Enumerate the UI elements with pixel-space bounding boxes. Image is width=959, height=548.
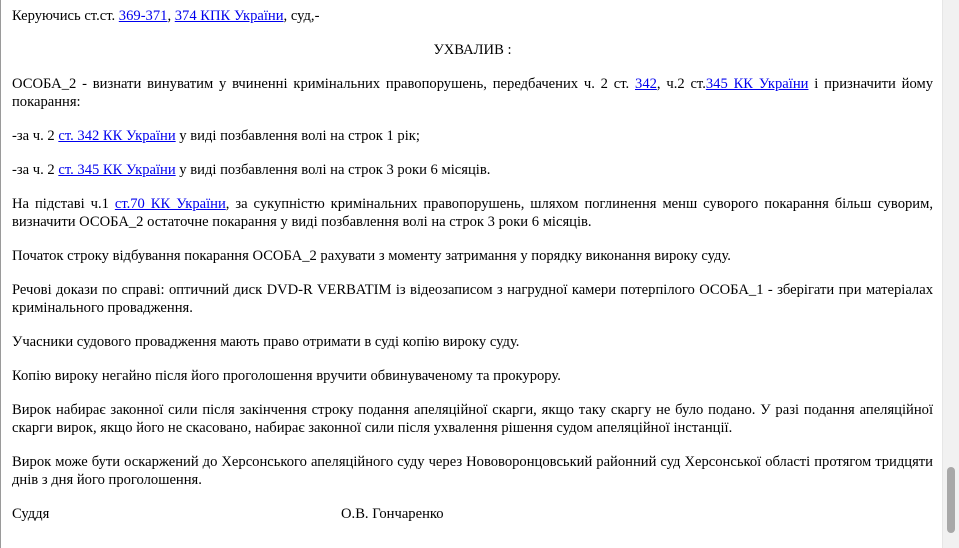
paragraph-legal-force: Вирок набирає законної сили після закінчення строку подання апеляційної скарги, якщо таку скаргу не було подано. У разі подання апеляційної скарги вирок, якщо його не скасовано, набирає законної сили після ухвалення рішення судом апеляційної інстанції. [12, 402, 933, 436]
paragraph-sentence-345 [12, 161, 933, 179]
paragraph-guided-by [12, 7, 933, 25]
link-345-kk[interactable]: 345 КК України [705, 76, 809, 92]
text: у виді позбавлення волі на строк 1 рік; [175, 128, 420, 144]
paragraph-copy-delivery: Копію вироку негайно після його проголошення вручити обвинуваченому та прокурору. [12, 368, 561, 384]
paragraph-verdict [12, 75, 933, 111]
link-342[interactable]: 342 [635, 76, 657, 92]
text: , за сукупністю кримінальних правопорушень, шляхом поглинення менш суворого покарання більш суворим, визначити ОСОБА_2 остаточне покарання у виді позбавлення волі на строк 3 роки 6 місяців. [12, 196, 933, 230]
text: , ч.2 ст. [656, 76, 706, 92]
judge-label: Суддя [12, 506, 50, 522]
paragraph-appeal: Вирок може бути оскаржений до Херсонського апеляційного суду через Нововоронцовський районний суд Херсонської області протягом тридцяти днів з дня його проголошення. [12, 454, 933, 488]
paragraph-copy-right: Учасники судового провадження мають право отримати в суді копію вироку суду. [12, 334, 520, 350]
link-374-kpk[interactable]: 374 КПК України [174, 8, 284, 24]
link-st-345-kk[interactable]: ст. 345 КК України [58, 162, 176, 178]
text: -за ч. 2 [12, 128, 59, 144]
paragraph-sentence-start: Початок строку відбування покарання ОСОБА_2 рахувати з моменту затримання у порядку виконання вироку суду. [12, 248, 731, 264]
paragraph-aggregate-sentence [12, 195, 933, 231]
text: , суд,- [283, 8, 320, 24]
text: і призначити йому покарання: [12, 76, 934, 110]
paragraph-evidence: Речові докази по справі: оптичний диск DVD-R VERBATIM із відеозаписом з нагрудної камери потерпілого ОСОБА_1 - зберігати при матеріалах кримінального провадження. [12, 282, 933, 316]
link-st-70-kk[interactable]: ст.70 КК України [114, 196, 226, 212]
text: , [167, 8, 175, 24]
vertical-scrollbar[interactable] [942, 0, 959, 548]
text: Керуючись ст.ст. [12, 8, 119, 24]
decision-heading: УХВАЛИВ : [433, 42, 512, 58]
paragraph-sentence-342 [12, 127, 933, 145]
link-st-342-kk[interactable]: ст. 342 КК України [58, 128, 176, 144]
scrollbar-thumb[interactable] [947, 467, 955, 533]
text: На підставі ч.1 [12, 196, 115, 212]
text: ОСОБА_2 - визнати винуватим у вчиненні кримінальних правопорушень, передбачених ч. 2 ст. [12, 76, 636, 92]
judge-name: О.В. Гончаренко [341, 506, 444, 522]
text: -за ч. 2 [12, 162, 59, 178]
text: у виді позбавлення волі на строк 3 роки 6 місяців. [175, 162, 491, 178]
link-369-371[interactable]: 369-371 [118, 8, 168, 24]
